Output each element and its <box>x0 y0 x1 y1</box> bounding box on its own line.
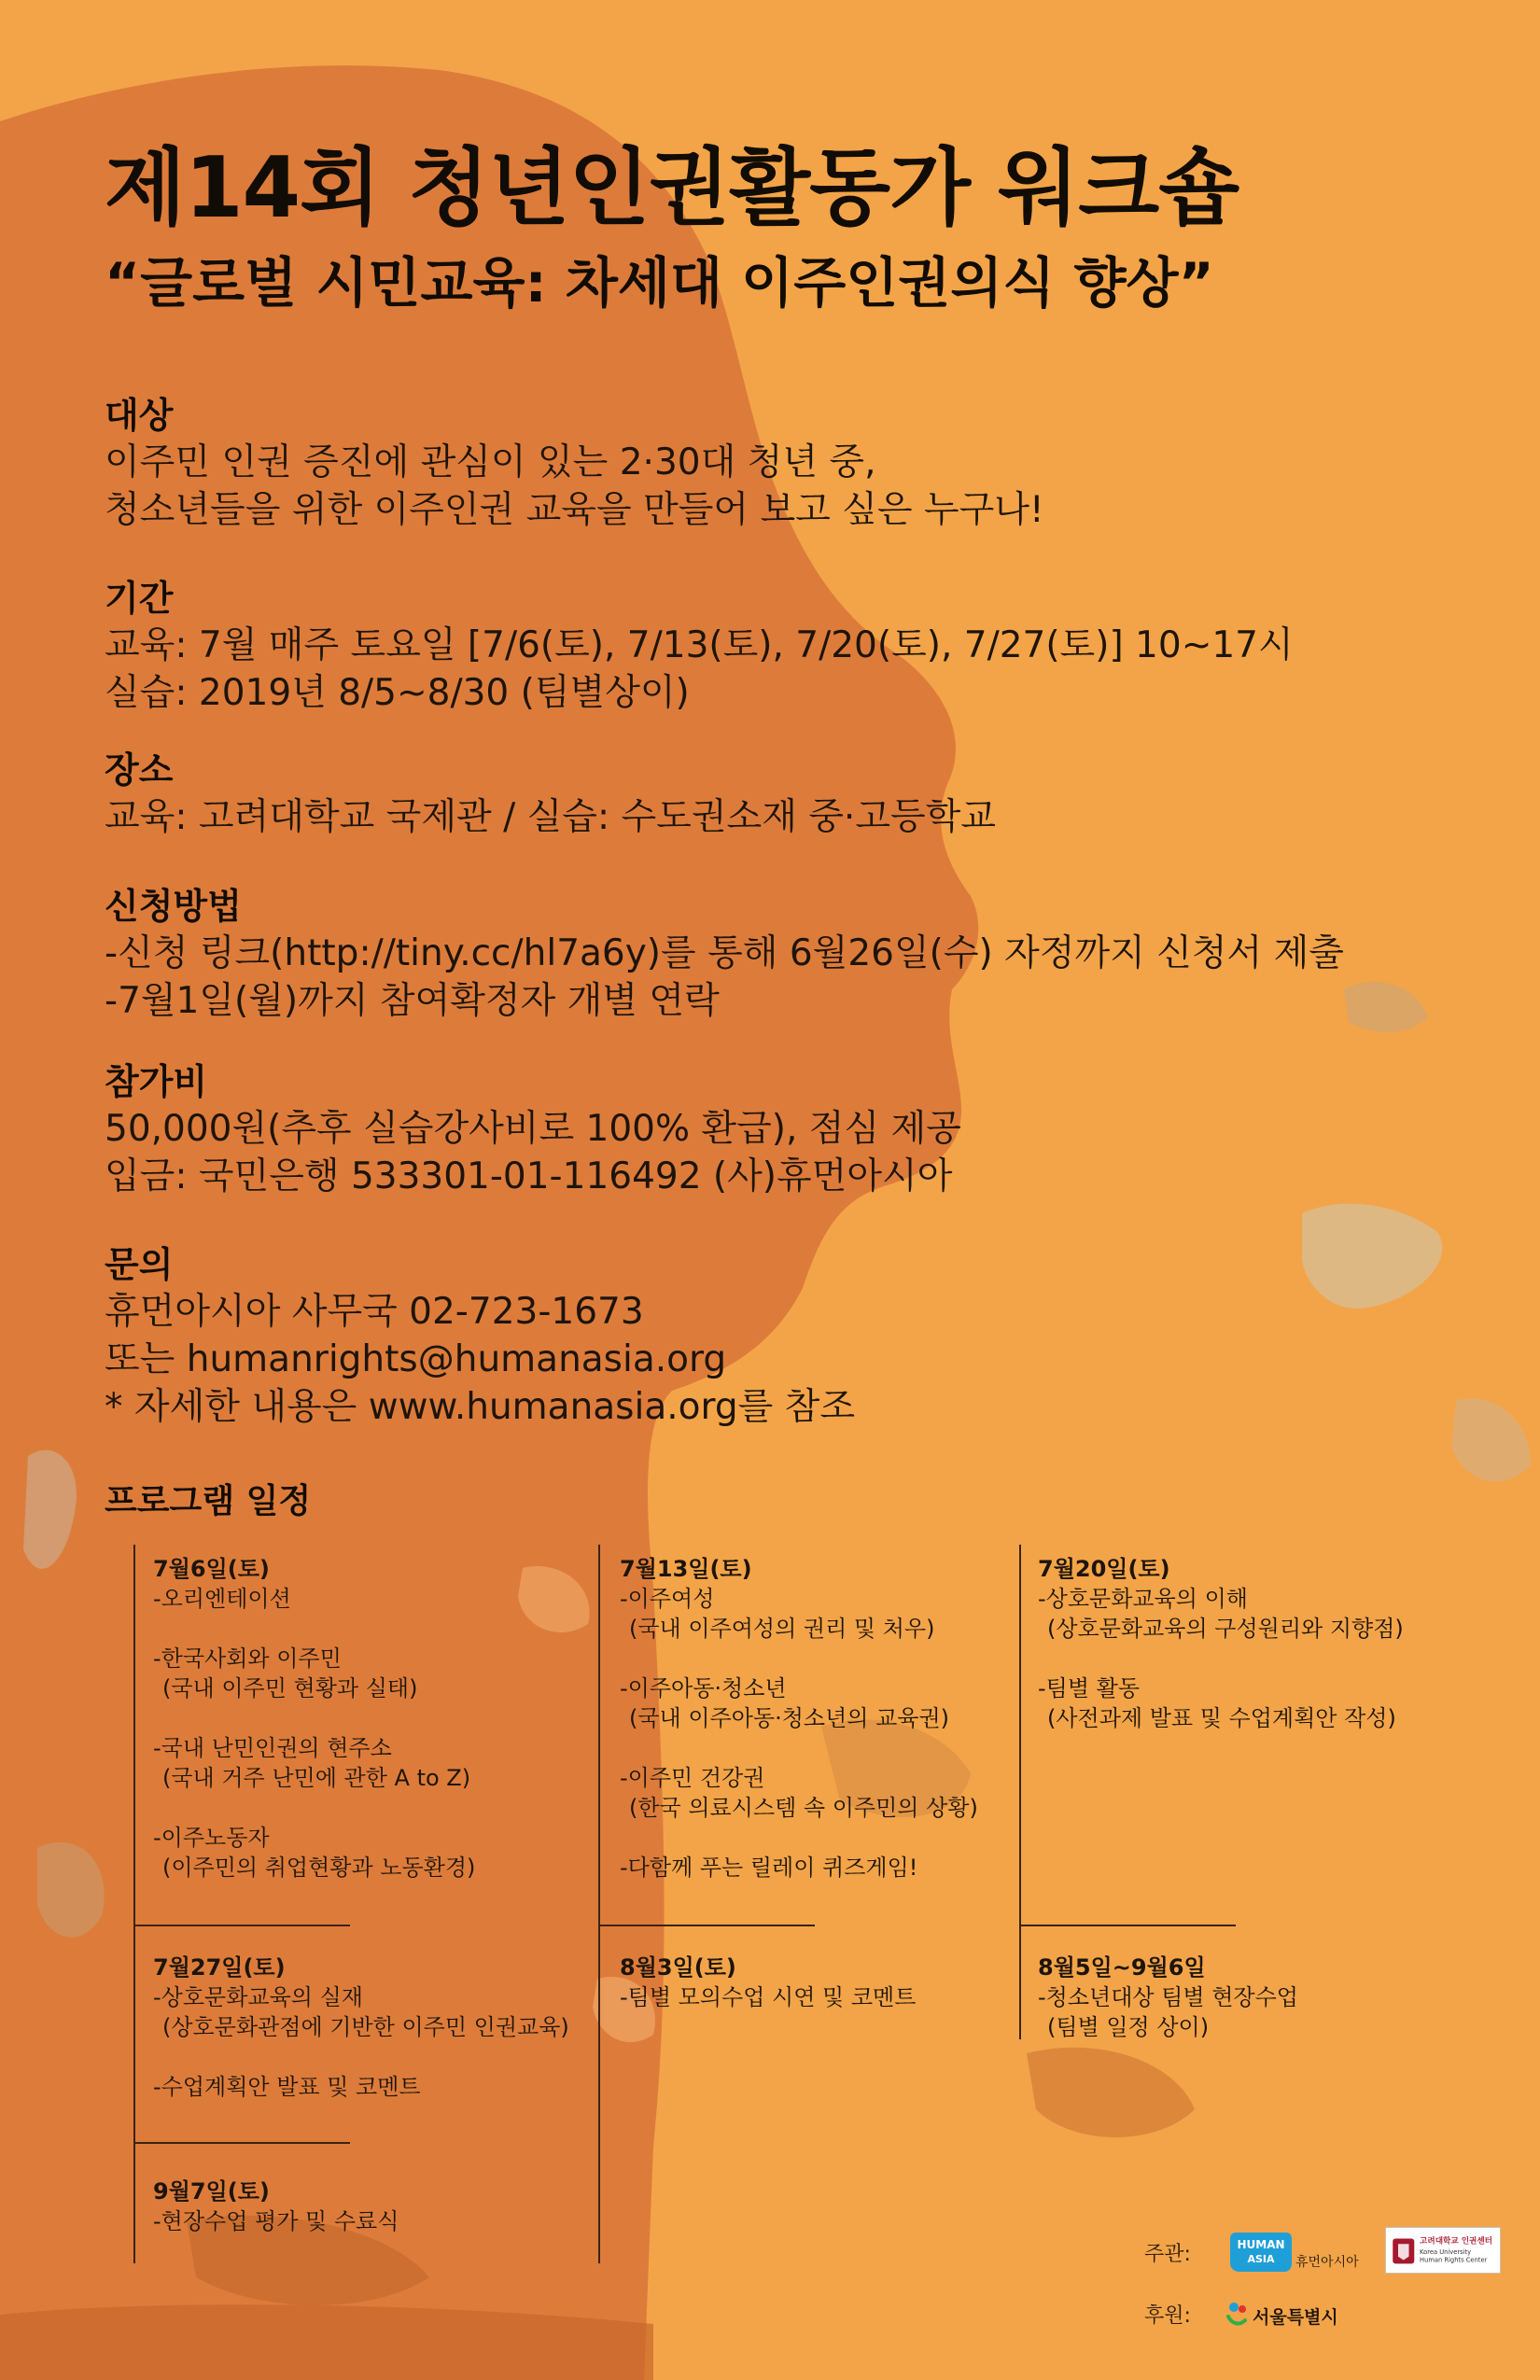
schedule-item-desc: (사전과제 발표 및 수업계획안 작성) <box>1047 1705 1396 1731</box>
schedule-block <box>153 2177 399 2266</box>
section-line: -7월1일(월)까지 참여확정자 개별 연락 <box>105 980 720 1022</box>
schedule-item-desc: (상호문화관점에 기반한 이주민 인권교육) <box>162 2014 569 2040</box>
schedule-date: 8월5일~9월6일 <box>1038 1954 1206 1981</box>
schedule-item-title: -오리엔테이션 <box>153 1586 291 1612</box>
section-fee <box>105 1058 961 1200</box>
schedule-title: 프로그램 일정 <box>105 1482 312 1520</box>
schedule-item-title: -이주노동자 <box>153 1825 270 1851</box>
schedule-divider <box>1019 1545 1021 2039</box>
schedule-item <box>153 2072 569 2102</box>
schedule-item-desc: (이주민의 취업현황과 노동환경) <box>162 1855 476 1881</box>
section-line: 이주민 인권 증진에 관심이 있는 2·30대 청년 중, <box>105 441 876 483</box>
schedule-divider <box>598 1545 600 2263</box>
schedule-item <box>153 2206 399 2236</box>
schedule-divider <box>133 1925 350 1926</box>
schedule-item-desc: (국내 거주 난민에 관한 A to Z) <box>162 1765 471 1791</box>
schedule-item-title: -이주민 건강권 <box>620 1765 765 1791</box>
schedule-item <box>620 1673 978 1733</box>
schedule-item <box>1038 1673 1404 1733</box>
schedule-item-desc: (팀별 일정 상이) <box>1047 2014 1210 2040</box>
schedule-block <box>1038 1554 1404 1763</box>
schedule-item <box>620 1763 978 1823</box>
humanasia-logo <box>1228 2231 1359 2274</box>
korea-university-logo-line2: Korea University <box>1420 2247 1472 2256</box>
section-line: 또는 humanrights@humanasia.org <box>105 1338 727 1380</box>
section-period <box>105 575 1294 717</box>
schedule-block <box>620 1554 978 1912</box>
schedule-item-title: -청소년대상 팀별 현장수업 <box>1038 1984 1298 2010</box>
schedule-item-title: -상호문화교육의 이해 <box>1038 1586 1248 1612</box>
schedule-date: 7월20일(토) <box>1038 1556 1170 1582</box>
schedule-item-title: -이주아동·청소년 <box>620 1675 787 1701</box>
section-line: 입금: 국민은행 533301-01-116492 (사)휴먼아시아 <box>105 1155 953 1197</box>
section-location <box>105 747 996 841</box>
schedule-item-title: -다함께 푸는 릴레이 퀴즈게임! <box>620 1855 918 1881</box>
schedule-item-desc: (국내 이주아동·청소년의 교육권) <box>629 1705 950 1731</box>
schedule-divider <box>133 2142 350 2144</box>
schedule-item-title: -상호문화교육의 실재 <box>153 1984 363 2010</box>
schedule-item <box>153 1644 475 1703</box>
schedule-item-title: -팀별 모의수업 시연 및 코멘트 <box>620 1984 917 2010</box>
poster-subtitle: “글로벌 시민교육: 차세대 이주인권의식 향상” <box>105 251 1214 315</box>
korea-university-logo-line1: 고려대학교 인권센터 <box>1420 2236 1493 2247</box>
schedule-item-title: -현장수업 평가 및 수료식 <box>153 2208 399 2234</box>
schedule-item-desc: (국내 이주민 현황과 실태) <box>162 1675 418 1701</box>
schedule-item-desc: (국내 이주여성의 권리 및 처우) <box>629 1616 935 1642</box>
organizer-label: 주관: <box>1144 2243 1191 2266</box>
schedule-item <box>153 1823 475 1883</box>
korea-university-logo <box>1385 2227 1501 2274</box>
poster-title: 제14회 청년인권활동가 워크숍 <box>105 139 1239 237</box>
section-line: 실습: 2019년 8/5~8/30 (팀별상이) <box>105 672 690 714</box>
section-line: 휴먼아시아 사무국 02-723-1673 <box>105 1291 644 1333</box>
section-heading: 기간 <box>105 578 174 619</box>
humanasia-logo-bottom: ASIA <box>1247 2253 1275 2265</box>
schedule-item-title: -팀별 활동 <box>1038 1675 1141 1701</box>
section-heading: 문의 <box>105 1244 174 1285</box>
section-heading: 장소 <box>105 749 174 791</box>
schedule-item <box>620 1982 916 2012</box>
section-line: 50,000원(추후 실습강사비로 100% 환급), 점심 제공 <box>105 1108 961 1150</box>
section-heading: 참가비 <box>105 1061 208 1102</box>
schedule-date: 9월7일(토) <box>153 2178 270 2205</box>
section-contact <box>105 1241 855 1431</box>
section-target <box>105 392 1044 534</box>
schedule-item <box>620 1853 978 1883</box>
humanasia-logo-top: HUMAN <box>1237 2238 1285 2251</box>
schedule-block <box>1038 1953 1298 2072</box>
schedule-divider <box>1019 1925 1236 1926</box>
section-heading: 대상 <box>105 395 174 436</box>
schedule-date: 7월27일(토) <box>153 1954 286 1981</box>
schedule-date: 7월6일(토) <box>153 1556 270 1582</box>
section-line: 교육: 고려대학교 국제관 / 실습: 수도권소재 중·고등학교 <box>105 796 997 838</box>
seoul-city-logo-text: 서울특별시 <box>1253 2307 1338 2328</box>
schedule-item-desc: (한국 의료시스템 속 이주민의 상황) <box>629 1795 978 1821</box>
schedule-item <box>1038 1584 1404 1644</box>
schedule-divider <box>133 1545 135 2263</box>
korea-university-logo-line3: Human Rights Center <box>1420 2256 1488 2264</box>
schedule-item-title: -이주여성 <box>620 1586 715 1612</box>
schedule-item-title: -수업계획안 발표 및 코멘트 <box>153 2074 421 2100</box>
schedule-date: 8월3일(토) <box>620 1954 736 1981</box>
schedule-item-title: -국내 난민인권의 현주소 <box>153 1735 392 1761</box>
schedule-item <box>620 1584 978 1644</box>
schedule-item <box>153 1584 475 1614</box>
section-line: * 자세한 내용은 www.humanasia.org를 참조 <box>105 1386 856 1428</box>
humanasia-logo-kor: 휴먼아시아 <box>1295 2255 1359 2270</box>
schedule-item <box>1038 1982 1298 2042</box>
section-application <box>105 883 1344 1025</box>
schedule-item <box>153 1982 569 2042</box>
section-line: -신청 링크(http://tiny.cc/hl7a6y)를 통해 6월26일(수) 자정까지 신청서 제출 <box>105 932 1344 974</box>
schedule-block <box>153 1953 569 2132</box>
section-heading: 신청방법 <box>105 886 242 927</box>
schedule-item-desc: (상호문화교육의 구성원리와 지향점) <box>1047 1616 1404 1642</box>
schedule-item <box>153 1733 475 1793</box>
schedule-block <box>153 1554 475 1912</box>
seoul-city-logo <box>1225 2296 1365 2333</box>
schedule-item-title: -한국사회와 이주민 <box>153 1645 342 1672</box>
schedule-block <box>620 1953 916 2042</box>
schedule-date: 7월13일(토) <box>620 1556 752 1582</box>
section-line: 교육: 7월 매주 토요일 [7/6(토), 7/13(토), 7/20(토), 7/27(토)] 10~17시 <box>105 624 1294 666</box>
section-line: 청소년들을 위한 이주인권 교육을 만들어 보고 싶은 누구나! <box>105 489 1044 531</box>
supporter-label: 후원: <box>1144 2304 1191 2328</box>
schedule-divider <box>598 1925 815 1926</box>
